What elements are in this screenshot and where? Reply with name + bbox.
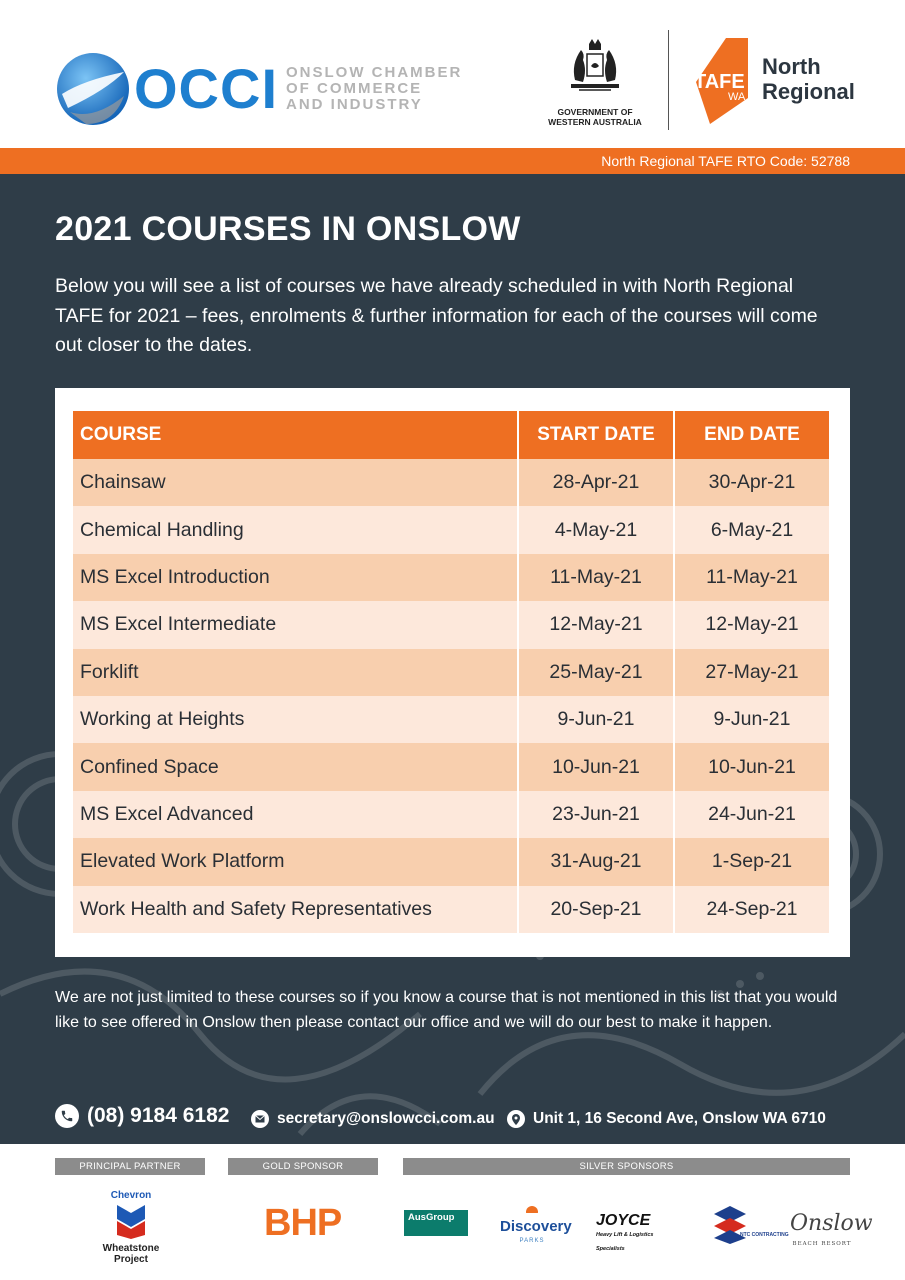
discovery-parks-logo — [500, 1204, 572, 1248]
end-date-cell: 10-Jun-21 — [674, 743, 829, 790]
table-row — [73, 791, 829, 838]
course-name-cell: Chainsaw — [73, 459, 518, 506]
end-date-cell: 24-Sep-21 — [674, 886, 829, 933]
ntc-contracting-logo — [710, 1204, 789, 1249]
government-wa-logo — [540, 34, 650, 127]
discovery-sun-icon — [524, 1204, 540, 1218]
principal-partner-label: PRINCIPAL PARTNER — [55, 1158, 205, 1175]
gov-line-2: WESTERN AUSTRALIA — [548, 117, 642, 127]
gov-line-1: GOVERNMENT OF — [557, 107, 633, 117]
table-header-row — [73, 411, 829, 459]
occi-wordmark: OCCI — [134, 57, 278, 120]
course-name-cell: Working at Heights — [73, 696, 518, 743]
address-contact[interactable] — [507, 1110, 826, 1128]
course-name-cell: Confined Space — [73, 743, 518, 790]
header-course: COURSE — [73, 411, 518, 459]
email-icon — [251, 1110, 269, 1128]
sponsors-section — [0, 1144, 905, 1280]
occi-globe-icon — [54, 50, 132, 128]
header-divider — [668, 30, 669, 130]
joyce-logo — [596, 1214, 680, 1256]
start-date-cell: 23-Jun-21 — [518, 791, 674, 838]
rto-code-bar: North Regional TAFE RTO Code: 52788 — [0, 148, 905, 174]
ausgroup-logo — [404, 1210, 468, 1236]
occi-line-1: ONSLOW CHAMBER — [286, 64, 463, 81]
tafe-wa-text: WA — [728, 91, 746, 103]
footer-note: We are not just limited to these courses so if you know a course that is not mentioned in this list that you would like to see offered in Onslow then please contact our office and we will do our best to make it happen. — [55, 989, 838, 1031]
gold-sponsor-label: GOLD SPONSOR — [228, 1158, 378, 1175]
start-date-cell: 11-May-21 — [518, 554, 674, 601]
start-date-cell: 31-Aug-21 — [518, 838, 674, 885]
start-date-cell: 28-Apr-21 — [518, 459, 674, 506]
course-name-cell: MS Excel Intermediate — [73, 601, 518, 648]
tafe-logo — [692, 36, 862, 128]
ntc-text: NTC CONTRACTING — [740, 1232, 789, 1238]
table-row — [73, 886, 829, 933]
header-start-date: START DATE — [518, 411, 674, 459]
tafe-line-1: North — [762, 54, 821, 79]
phone-icon — [55, 1104, 79, 1128]
course-name-cell: Work Health and Safety Representatives — [73, 886, 518, 933]
table-row — [73, 743, 829, 790]
email-contact[interactable] — [251, 1110, 495, 1128]
courses-table-card — [55, 388, 850, 957]
street-address: Unit 1, 16 Second Ave, Onslow WA 6710 — [533, 1110, 826, 1127]
onslow-text: Onslow — [790, 1211, 873, 1236]
ausgroup-text: AusGroup — [408, 1212, 455, 1223]
page-title: 2021 COURSES IN ONSLOW — [55, 210, 521, 248]
joyce-sub-text: Heavy Lift & Logistics Specialists — [596, 1232, 654, 1252]
start-date-cell: 25-May-21 — [518, 649, 674, 696]
start-date-cell: 20-Sep-21 — [518, 886, 674, 933]
course-name-cell: Elevated Work Platform — [73, 838, 518, 885]
onslow-beach-resort-logo — [790, 1211, 873, 1254]
chevron-mark-icon — [115, 1203, 147, 1239]
location-pin-icon — [507, 1110, 525, 1128]
end-date-cell: 12-May-21 — [674, 601, 829, 648]
phone-contact[interactable] — [55, 1104, 229, 1128]
occi-logo — [54, 50, 462, 128]
end-date-cell: 11-May-21 — [674, 554, 829, 601]
course-name-cell: MS Excel Introduction — [73, 554, 518, 601]
table-row — [73, 838, 829, 885]
chevron-logo — [86, 1190, 176, 1265]
course-name-cell: Forklift — [73, 649, 518, 696]
header — [0, 0, 905, 148]
end-date-cell: 27-May-21 — [674, 649, 829, 696]
tafe-mark-icon — [692, 36, 752, 128]
start-date-cell: 4-May-21 — [518, 506, 674, 553]
contact-bar — [55, 1104, 855, 1136]
courses-table — [73, 411, 829, 933]
discovery-sub-text: PARKS — [519, 1238, 545, 1244]
end-date-cell: 1-Sep-21 — [674, 838, 829, 885]
table-row — [73, 459, 829, 506]
chevron-wordmark: Chevron — [110, 1190, 152, 1201]
occi-line-3: AND INDUSTRY — [286, 96, 423, 113]
discovery-text: Discovery — [500, 1218, 572, 1235]
header-end-date: END DATE — [674, 411, 829, 459]
occi-line-2: OF COMMERCE — [286, 80, 423, 97]
bhp-logo: BHP — [264, 1202, 342, 1244]
start-date-cell: 12-May-21 — [518, 601, 674, 648]
tafe-mark-text: TAFE — [694, 71, 745, 93]
phone-number: (08) 9184 6182 — [87, 1104, 230, 1127]
start-date-cell: 9-Jun-21 — [518, 696, 674, 743]
email-address: secretary@onslowcci.com.au — [277, 1110, 495, 1127]
end-date-cell: 30-Apr-21 — [674, 459, 829, 506]
table-row — [73, 696, 829, 743]
end-date-cell: 6-May-21 — [674, 506, 829, 553]
wheatstone-text: Wheatstone Project — [102, 1243, 160, 1265]
coat-of-arms-icon — [565, 34, 625, 100]
tafe-wordmark — [762, 54, 855, 104]
start-date-cell: 10-Jun-21 — [518, 743, 674, 790]
table-row — [73, 601, 829, 648]
intro-paragraph: Below you will see a list of courses we have already scheduled in with North Regional TAFE for 2021 – fees, enrolments & further information for each of the courses will come out closer to the dates. — [55, 275, 818, 356]
table-row — [73, 554, 829, 601]
end-date-cell: 9-Jun-21 — [674, 696, 829, 743]
tafe-line-2: Regional — [762, 79, 855, 104]
course-name-cell: Chemical Handling — [73, 506, 518, 553]
onslow-sub-text: BEACH RESORT — [792, 1241, 852, 1247]
silver-sponsors-label: SILVER SPONSORS — [403, 1158, 850, 1175]
occi-subtitle — [286, 65, 462, 113]
table-row — [73, 649, 829, 696]
table-row — [73, 506, 829, 553]
main-content — [0, 174, 905, 1144]
ntc-mark-icon — [710, 1204, 750, 1244]
joyce-text: JOYCE — [596, 1212, 651, 1229]
end-date-cell: 24-Jun-21 — [674, 791, 829, 838]
course-name-cell: MS Excel Advanced — [73, 791, 518, 838]
